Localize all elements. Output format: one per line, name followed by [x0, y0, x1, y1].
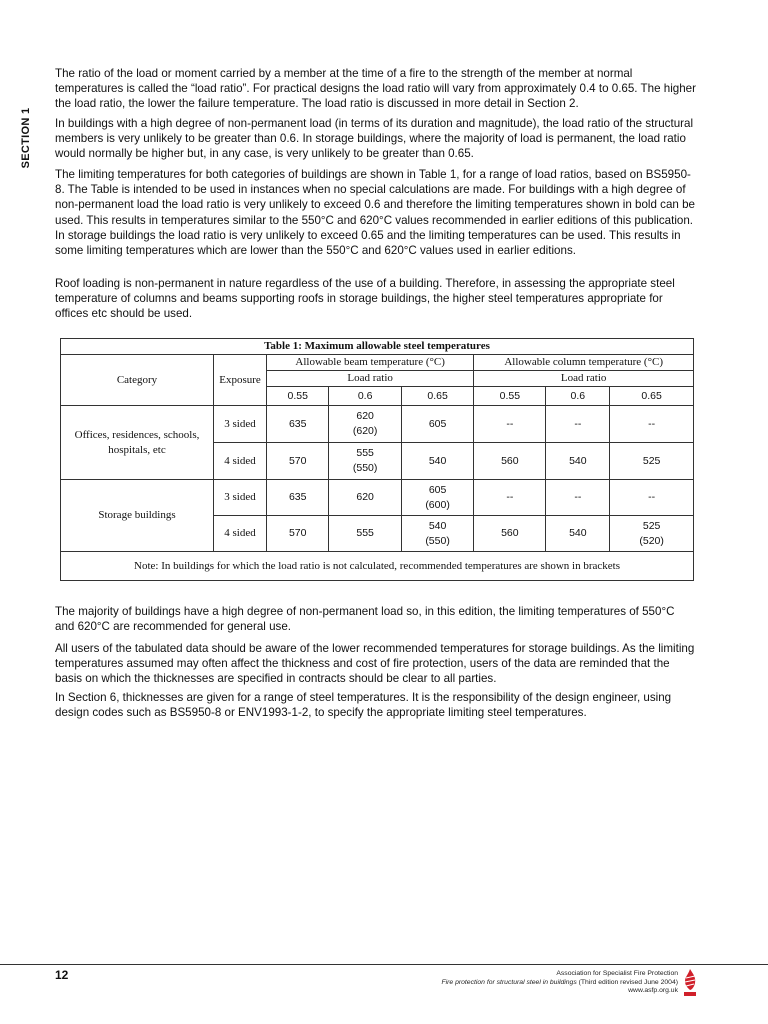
table-cell	[401, 480, 473, 516]
cell-value: --	[648, 491, 656, 503]
cell-value: --	[506, 417, 514, 430]
cell-value: 560	[501, 527, 519, 539]
footer-publication-info	[441, 970, 678, 996]
cell-value: 560	[501, 454, 519, 467]
table-cell	[329, 516, 401, 552]
table-cell	[610, 406, 694, 443]
cell-value: 635	[288, 417, 307, 430]
cell-value: 540	[569, 527, 587, 539]
table-note: Note: In buildings for which the load ratio is not calculated, recommended temperatures are shown in brackets	[61, 552, 694, 581]
table-cell	[401, 443, 473, 480]
footer-publication: Fire protection for structural steel in buildings (Third edition revised June 2004)	[441, 978, 678, 986]
exposure-cell: 4 sided	[214, 516, 267, 552]
table-cell	[474, 516, 546, 552]
ratio-header: 0.55	[474, 387, 546, 406]
ratio-header: 0.65	[610, 387, 694, 406]
table-title: Table 1: Maximum allowable steel temperatures	[61, 339, 694, 355]
table-cell	[546, 406, 610, 443]
table-cell	[267, 443, 329, 480]
cell-value: 605	[428, 483, 447, 496]
cell-value: --	[648, 417, 656, 430]
table-cell	[401, 406, 473, 443]
table-cell	[474, 443, 546, 480]
cell-value: 525	[642, 454, 661, 467]
cell-value: 620	[356, 410, 374, 422]
table-cell	[267, 480, 329, 516]
section-label: SECTION 1	[20, 107, 32, 169]
table-cell	[546, 480, 610, 516]
cell-value: 635	[288, 491, 307, 503]
paragraph-storage-awareness: All users of the tabulated data should be aware of the lower recommended temperatures for storage buildings. As the limiting temperatures assumed may often affect the thickness and cost of fire protection, users of the data are reminded that the basis on which the thicknesses are specified in contracts should be clear to all parties.	[55, 642, 695, 686]
cell-value: 540	[428, 454, 447, 467]
cell-value: 570	[288, 527, 307, 539]
cell-value: (550)	[425, 534, 450, 547]
table-cell	[610, 443, 694, 480]
table-cell	[329, 480, 401, 516]
header-beam-load-ratio: Load ratio	[267, 371, 474, 387]
cell-value: (600)	[425, 498, 450, 511]
ratio-header: 0.6	[546, 387, 610, 406]
category-storage: Storage buildings	[61, 480, 214, 552]
table-cell	[329, 406, 401, 443]
cell-value: 525	[642, 519, 661, 532]
cell-value: 540	[569, 454, 587, 467]
paragraph-section-6: In Section 6, thicknesses are given for a range of steel temperatures. It is the responsibility of the design engineer, using design codes such as BS5950-8 or ENV1993-1-2, to specify the appropriate limiting steel temperatures.	[55, 691, 672, 720]
footer-website: www.asfp.org.uk	[628, 987, 678, 995]
table-cell	[401, 516, 473, 552]
footer-divider	[0, 964, 768, 965]
ratio-header: 0.6	[329, 387, 401, 406]
header-column-temperature: Allowable column temperature (°C)	[474, 355, 694, 371]
table-cell	[267, 406, 329, 443]
cell-value: --	[506, 491, 514, 503]
table-cell	[474, 480, 546, 516]
cell-value: 555	[356, 527, 374, 539]
paragraph-limiting-temperatures: The limiting temperatures for both categories of buildings are shown in Table 1, for a range of load ratios, based on BS5950-8. The Table is intended to be used in instances when no special calculations are made. For buildings with a high degree of non-permanent load the load ratio is very unlikely to exceed 0.6 and therefore the limiting temperatures shown in bold can be used. This results in temperatures similar to the 550°C and 620°C values recommended in earlier editions of this publication. In storage buildings the load ratio is very unlikely to exceed 0.65 and the limiting temperatures can be used. This results in some limiting temperatures which are lower than the 550°C and 620°C values used in earlier editions.	[55, 168, 695, 258]
table-cell	[610, 516, 694, 552]
exposure-cell: 3 sided	[214, 406, 267, 443]
footer-org: Association for Specialist Fire Protection	[556, 970, 678, 977]
cell-value: 570	[288, 454, 307, 467]
page-number: 12	[55, 968, 69, 982]
paragraph-general-use: The majority of buildings have a high degree of non-permanent load so, in this edition, the limiting temperatures of 550°C and 620°C are recommended for general use.	[55, 605, 675, 634]
ratio-header: 0.65	[401, 387, 473, 406]
cell-value: --	[574, 417, 582, 430]
ratio-header: 0.55	[267, 387, 329, 406]
cell-value: 540	[428, 519, 447, 532]
cell-value: --	[574, 491, 582, 503]
header-column-load-ratio: Load ratio	[474, 371, 694, 387]
table-cell	[329, 443, 401, 480]
table-cell	[267, 516, 329, 552]
header-category: Category	[61, 355, 214, 406]
header-beam-temperature: Allowable beam temperature (°C)	[267, 355, 474, 371]
cell-value: 555	[356, 447, 374, 459]
exposure-cell: 4 sided	[214, 443, 267, 480]
table-row	[61, 480, 694, 516]
steel-temperature-table	[60, 338, 694, 581]
cell-value: 620	[356, 491, 374, 503]
table-row	[61, 406, 694, 443]
header-exposure: Exposure	[214, 355, 267, 406]
category-offices: Offices, residences, schools, hospitals, etc	[61, 406, 214, 480]
exposure-cell: 3 sided	[214, 480, 267, 516]
table-cell	[610, 480, 694, 516]
cell-value: (520)	[639, 534, 664, 547]
cell-value: (620)	[352, 425, 378, 437]
cell-value: 605	[428, 417, 447, 430]
table-cell	[474, 406, 546, 443]
asfp-flame-logo-icon	[682, 968, 698, 998]
paragraph-non-permanent-load: In buildings with a high degree of non-permanent load (in terms of its duration and magnitude), the load ratio of the structural members is very unlikely to be greater than 0.6. In storage buildings, where the majority of load is permanent, the load ratio would normally be higher but, in any case, is very unlikely to be greater than 0.65.	[55, 117, 694, 161]
table-cell	[546, 443, 610, 480]
paragraph-roof-loading: Roof loading is non-permanent in nature regardless of the use of a building. Therefore, in assessing the appropriate steel temperature of columns and beams supporting roofs in storage buildings, the higher steel temperatures appropriate for offices etc should be used.	[55, 277, 675, 321]
table-cell	[546, 516, 610, 552]
cell-value: (550)	[352, 462, 378, 474]
paragraph-load-ratio-definition: The ratio of the load or moment carried by a member at the time of a fire to the strength of the member at normal temperatures is called the “load ratio”. For practical designs the load ratio will vary from approximately 0.4 to 0.65. The higher the load ratio, the lower the failure temperature. The load ratio is discussed in more detail in Section 2.	[55, 67, 696, 111]
